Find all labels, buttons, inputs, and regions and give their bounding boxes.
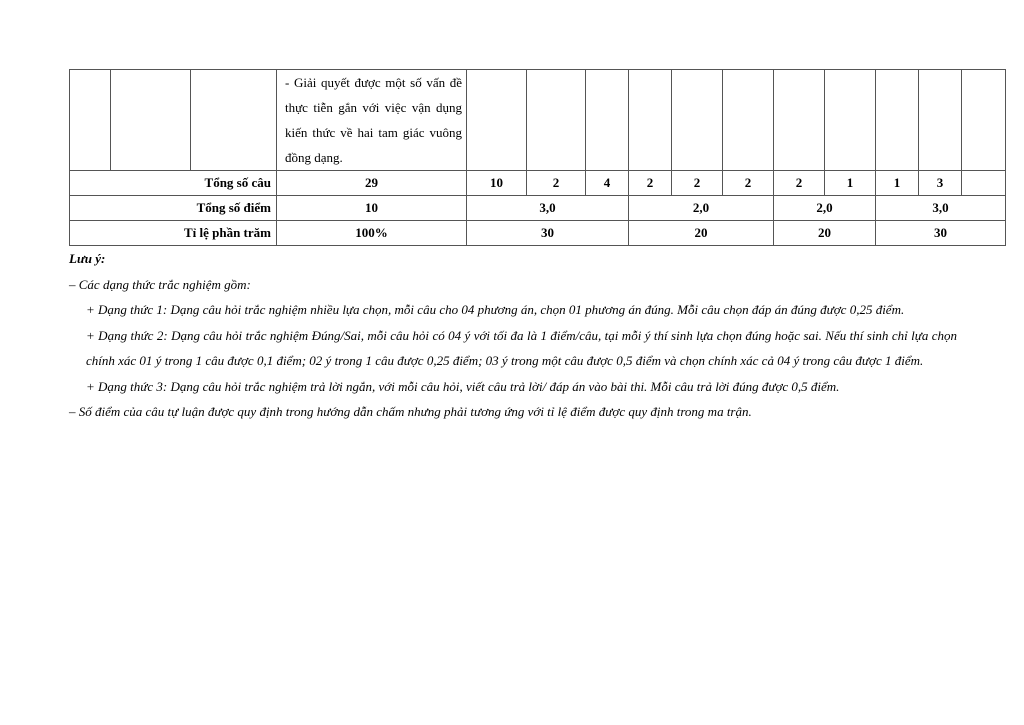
- points-cell: 2,0: [774, 196, 876, 221]
- empty-cell: [774, 70, 825, 171]
- empty-cell: [586, 70, 629, 171]
- note-line: – Số điểm của câu tự luận được quy định trong hướng dẫn chấm nhưng phải tương ứng với tỉ lệ điểm được quy định trong ma trận.: [69, 404, 752, 419]
- question-count-cell: 2: [774, 171, 825, 196]
- total-questions-label: Tổng số câu: [70, 171, 277, 196]
- points-cell: 3,0: [467, 196, 629, 221]
- empty-cell: [527, 70, 586, 171]
- note-line: + Dạng thức 1: Dạng câu hỏi trắc nghiệm nhiều lựa chọn, mỗi câu cho 04 phương án, chọn 01 phương án đúng. Mỗi câu chọn đáp án đúng được 0,25 điểm.: [86, 302, 905, 317]
- total-points-sum: 10: [277, 196, 467, 221]
- question-count-cell: 1: [876, 171, 919, 196]
- empty-cell: [191, 70, 277, 171]
- question-count-cell: 4: [586, 171, 629, 196]
- total-questions-row: [70, 171, 1006, 196]
- question-count-cell: 2: [672, 171, 723, 196]
- note-line: + Dạng thức 2: Dạng câu hỏi trắc nghiệm Đúng/Sai, mỗi câu hỏi có 04 ý với tối đa là 1 điểm/câu, tại mỗi ý thí sinh lựa chọn đúng hoặc sai. Nếu thí sinh chỉ lựa chọn chính xác 01 ý trong 1 câu được 0,1 điểm; 02 ý trong 1 câu được 0,25 điểm; 03 ý trong một câu được 0,5 điểm và chọn chính xác cả 04 ý trong câu được 1 điểm.: [86, 327, 957, 368]
- empty-cell: [962, 70, 1006, 171]
- question-count-cell: 2: [723, 171, 774, 196]
- question-count-cell: 1: [825, 171, 876, 196]
- percentage-total: 100%: [277, 221, 467, 246]
- empty-cell: [962, 171, 1006, 196]
- empty-cell: [876, 70, 919, 171]
- question-count-cell: 10: [467, 171, 527, 196]
- points-cell: 2,0: [629, 196, 774, 221]
- empty-cell: [825, 70, 876, 171]
- points-cell: 3,0: [876, 196, 1006, 221]
- percentage-row: [70, 221, 1006, 246]
- percentage-cell: 30: [467, 221, 629, 246]
- percentage-cell: 20: [774, 221, 876, 246]
- empty-cell: [723, 70, 774, 171]
- empty-cell: [467, 70, 527, 171]
- notes-title: Lưu ý:: [69, 251, 106, 266]
- percentage-label: Tỉ lệ phần trăm: [70, 221, 277, 246]
- empty-cell: [919, 70, 962, 171]
- percentage-cell: 20: [629, 221, 774, 246]
- assessment-matrix-table: [69, 69, 1006, 246]
- question-count-cell: 2: [629, 171, 672, 196]
- empty-cell: [629, 70, 672, 171]
- note-line: + Dạng thức 3: Dạng câu hỏi trắc nghiệm trả lời ngắn, với mỗi câu hỏi, viết câu trả lời/ đáp án vào bài thi. Mỗi câu trả lời đúng được 0,5 điểm.: [86, 378, 840, 394]
- question-count-cell: 2: [527, 171, 586, 196]
- total-points-label: Tổng số điểm: [70, 196, 277, 221]
- empty-cell: [111, 70, 191, 171]
- empty-cell: [70, 70, 111, 171]
- total-questions-sum: 29: [277, 171, 467, 196]
- table-row: [70, 70, 1006, 171]
- empty-cell: [672, 70, 723, 171]
- requirement-text: - Giải quyết được một số vấn đề thực tiễn gắn với việc vận dụng kiến thức về hai tam giác vuông đồng dạng.: [277, 70, 467, 171]
- notes-section: [69, 246, 957, 425]
- total-points-row: [70, 196, 1006, 221]
- question-count-cell: 3: [919, 171, 962, 196]
- percentage-cell: 30: [876, 221, 1006, 246]
- note-line: – Các dạng thức trắc nghiệm gồm:: [69, 276, 251, 292]
